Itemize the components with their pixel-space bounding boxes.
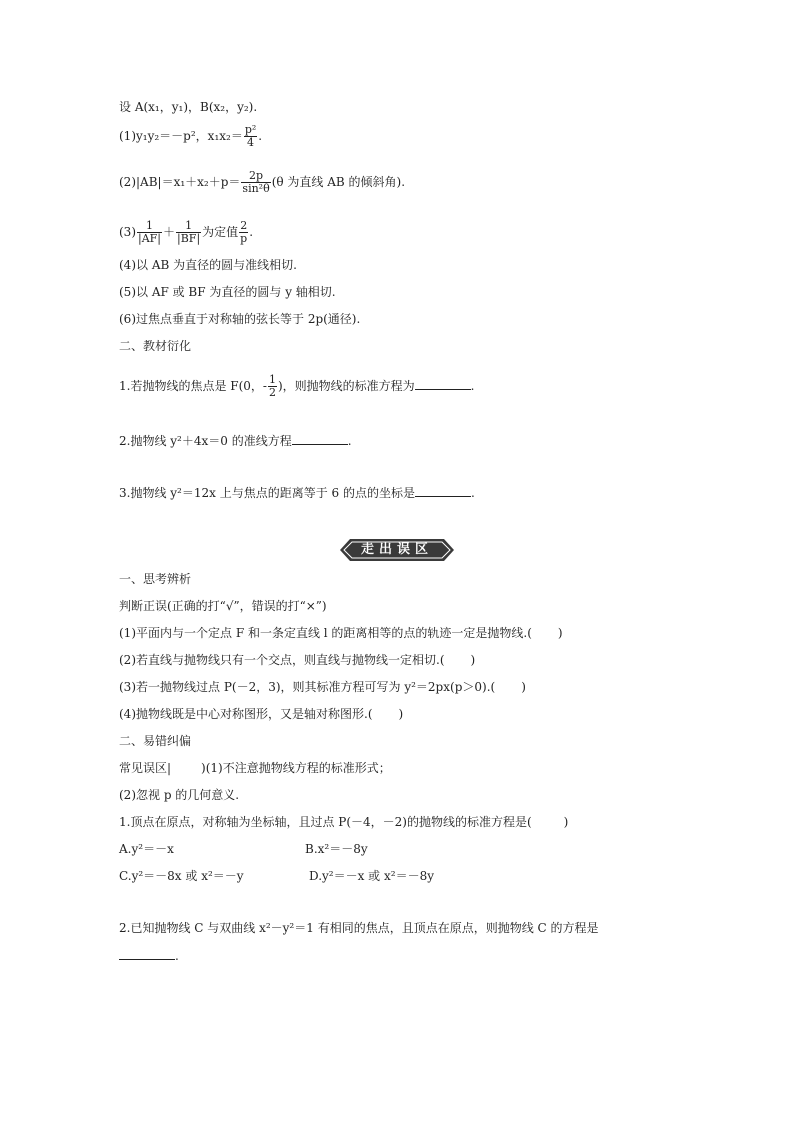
close-paren: ) <box>557 626 563 640</box>
fraction-denominator: 4 <box>247 136 255 149</box>
judge-item-4 <box>119 706 403 722</box>
question-1 <box>119 374 474 399</box>
question-1-text: 1.若抛物线的焦点是 F(0，- <box>119 379 267 393</box>
question-3 <box>119 484 475 501</box>
section-banner <box>340 539 454 561</box>
property-3 <box>119 220 253 245</box>
property-2 <box>119 170 405 195</box>
close-paren: ) <box>470 653 476 667</box>
judge-item-1 <box>119 625 563 641</box>
close-paren: ) <box>521 680 526 694</box>
answer-blank[interactable] <box>415 484 471 497</box>
property-1-text: (1)y₁y₂＝－p²，x₁x₂＝ <box>119 129 243 143</box>
common-errors-label: 常见误区| <box>119 761 172 775</box>
property-5: (5)以 AF 或 BF 为直径的圆与 y 轴相切. <box>119 285 336 299</box>
period: . <box>347 434 352 448</box>
question-3-text: 3.抛物线 y²＝12x 上与焦点的距离等于 6 的点的坐标是 <box>119 486 415 500</box>
question-2 <box>119 432 352 449</box>
banner-title: 走出误区 <box>360 542 433 557</box>
period: . <box>249 225 254 239</box>
judge-item-1-text: (1)平面内与一个定点 F 和一条定直线 l 的距离相等的点的轨迹一定是抛物线.( <box>119 626 532 640</box>
fraction-numerator: 2 <box>240 219 248 232</box>
judge-item-2-text: (2)若直线与抛物线只有一个交点，则直线与抛物线一定相切.( <box>119 653 445 667</box>
exercise-2: 2.已知抛物线 C 与双曲线 x²－y²＝1 有相同的焦点，且顶点在原点，则抛物线 C 的方程是 <box>119 921 599 935</box>
answer-blank[interactable] <box>292 432 348 445</box>
fraction-numerator: 1 <box>268 373 276 386</box>
fraction-1-over-bf <box>176 220 201 245</box>
plus-sign: ＋ <box>163 225 176 239</box>
fraction-denominator: sin²θ <box>242 182 270 195</box>
intro-line: 设 A(x₁，y₁)，B(x₂，y₂). <box>119 100 258 114</box>
option-d[interactable]: D.y²＝－x 或 x²＝－8y <box>309 869 434 883</box>
question-2-text: 2.抛物线 y²＋4x＝0 的准线方程 <box>119 434 292 448</box>
fraction-denominator: |AF| <box>138 232 161 245</box>
period: . <box>258 129 263 143</box>
fraction-1-over-af <box>137 220 162 245</box>
exercise-1 <box>119 814 568 830</box>
judge-item-2 <box>119 652 475 668</box>
section-heading-reflection: 一、思考辨析 <box>119 572 192 586</box>
answer-blank[interactable] <box>415 377 471 390</box>
period: . <box>470 486 475 500</box>
section-heading-errors: 二、易错纠偏 <box>119 734 192 748</box>
instruction-line: 判断正误(正确的打“√”，错误的打“×”) <box>119 599 327 613</box>
period: . <box>470 379 475 393</box>
option-c[interactable]: C.y²＝－8x 或 x²＝－y <box>119 869 244 883</box>
close-paren: ) <box>398 707 404 721</box>
answer-blank[interactable] <box>119 947 175 960</box>
property-2-tail: (θ 为直线 AB 的倾斜角). <box>271 175 406 189</box>
option-b[interactable]: B.x²＝－8y <box>305 842 368 856</box>
period: . <box>175 949 179 963</box>
fraction-numerator: p² <box>244 123 257 136</box>
fraction-2-over-p <box>239 220 248 245</box>
judge-item-3 <box>119 679 526 695</box>
property-2-text: (2)|AB|＝x₁＋x₂＋p＝ <box>119 175 241 189</box>
fraction-denominator: p <box>240 232 248 245</box>
section-heading-textbook: 二、教材衍化 <box>119 339 192 353</box>
fraction-numerator: 1 <box>176 220 201 233</box>
question-1-text-2: )，则抛物线的标准方程为 <box>277 379 415 393</box>
property-4: (4)以 AB 为直径的圆与准线相切. <box>119 258 297 272</box>
common-errors-line-2: (2)忽视 p 的几何意义. <box>119 788 240 802</box>
fraction-1-over-2 <box>268 374 277 399</box>
close-paren: ) <box>563 815 569 829</box>
fraction-denominator: |BF| <box>177 232 201 245</box>
fraction-numerator: 2p <box>241 170 270 183</box>
exercise-1-text: 1.顶点在原点，对称轴为坐标轴，且过点 P(－4，－2)的抛物线的标准方程是( <box>119 815 532 829</box>
fraction-p2-over-4 <box>244 124 257 149</box>
property-3-prefix: (3) <box>119 225 136 239</box>
option-a[interactable]: A.y²＝－x <box>119 842 174 856</box>
property-6: (6)过焦点垂直于对称轴的弦长等于 2p(通径). <box>119 312 361 326</box>
fraction-numerator: 1 <box>137 220 162 233</box>
fraction-denominator: 2 <box>268 386 276 399</box>
judge-item-4-text: (4)抛物线既是中心对称图形，又是轴对称图形.( <box>119 707 373 721</box>
judge-item-3-text: (3)若一抛物线过点 P(－2，3)，则其标准方程可写为 y²＝2px(p＞0).( <box>119 680 496 694</box>
property-1 <box>119 124 262 149</box>
fraction-2p-over-sin2 <box>241 170 270 195</box>
exercise-2-answer <box>119 947 179 964</box>
common-errors-line <box>119 760 391 776</box>
common-errors-text: )(1)不注意抛物线方程的标准形式； <box>201 761 391 775</box>
property-3-text: 为定值 <box>202 225 239 239</box>
